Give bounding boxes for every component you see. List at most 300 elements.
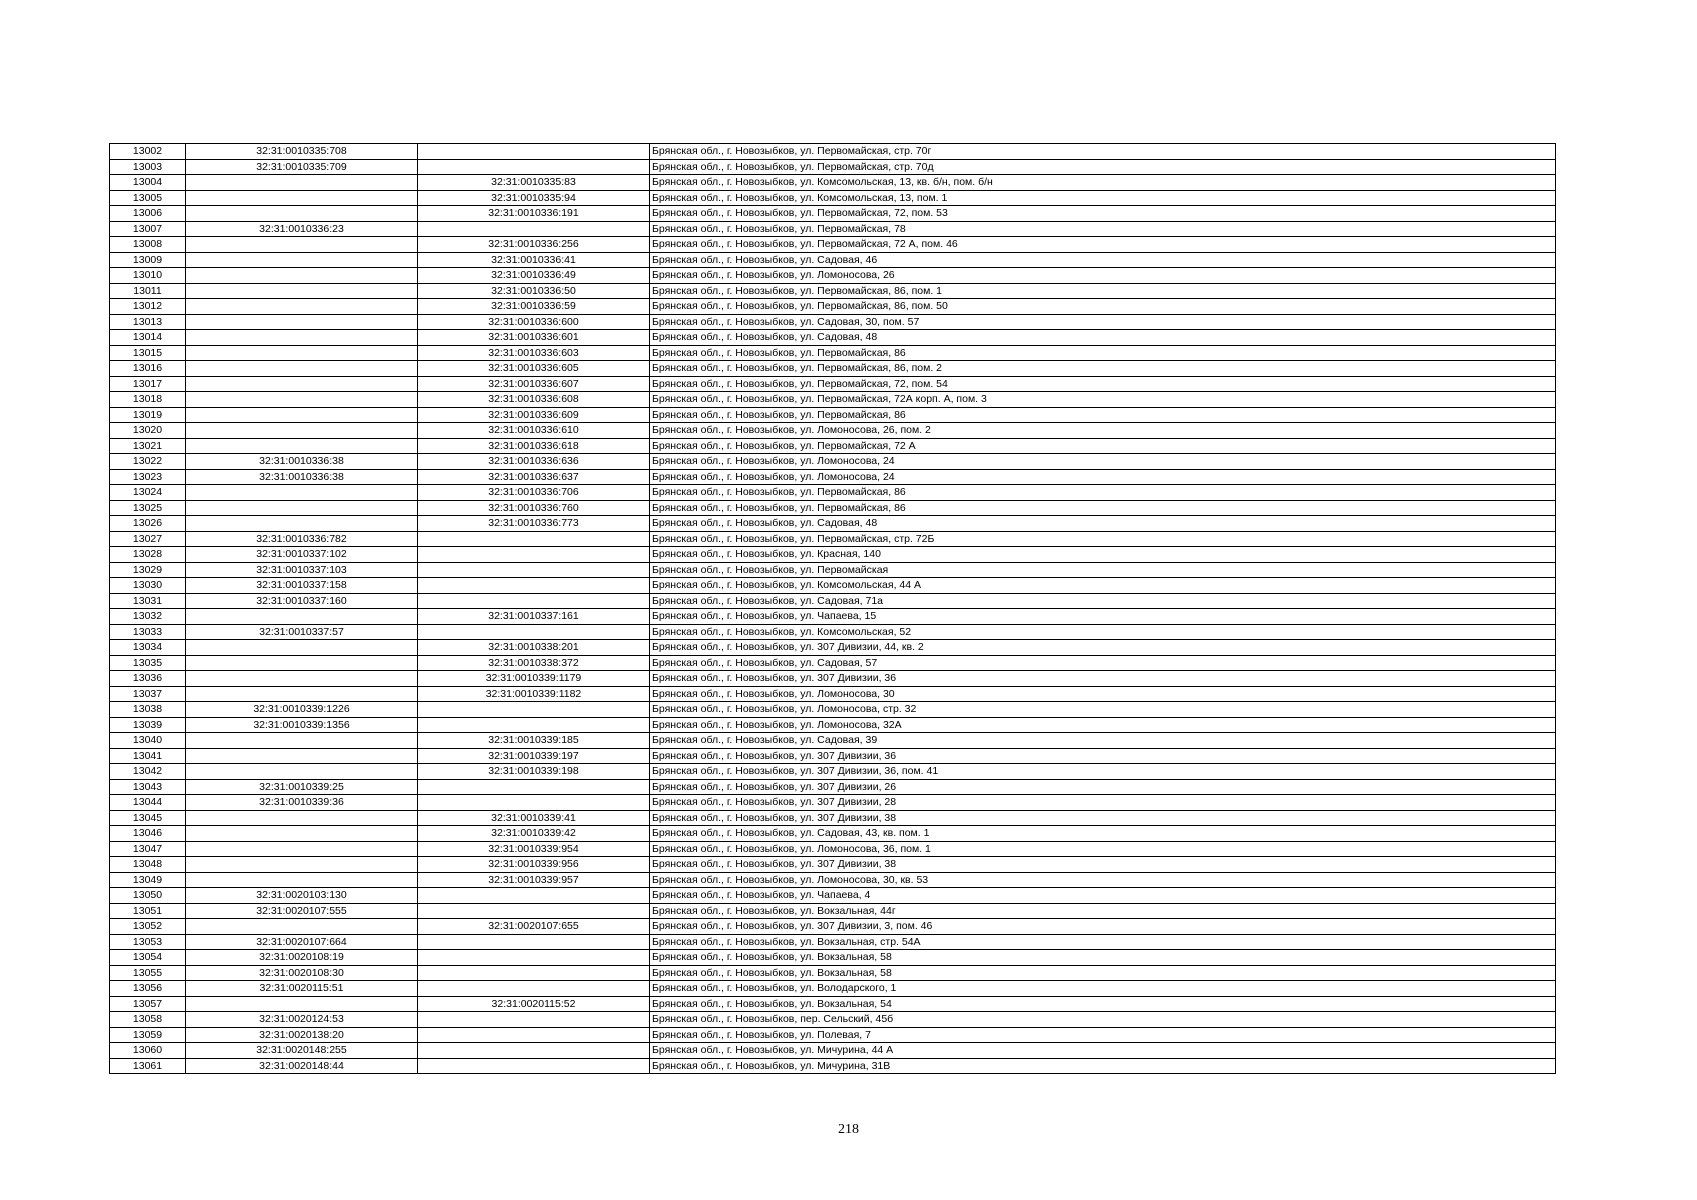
cadastral-number-cell: 32:31:0020138:20: [186, 1027, 418, 1043]
table-row: [110, 237, 1556, 253]
linked-cadastral-number-cell: [418, 593, 650, 609]
linked-cadastral-number-cell: 32:31:0010339:957: [418, 872, 650, 888]
address-cell: Брянская обл., г. Новозыбков, ул. Вокзальная, 54: [650, 996, 1556, 1012]
linked-cadastral-number-cell: [418, 934, 650, 950]
address-cell: Брянская обл., г. Новозыбков, ул. Вокзальная, 44г: [650, 903, 1556, 919]
address-cell: Брянская обл., г. Новозыбков, ул. 307 Дивизии, 44, кв. 2: [650, 640, 1556, 656]
row-number-cell: 13033: [110, 624, 186, 640]
cadastral-number-cell: [186, 919, 418, 935]
linked-cadastral-number-cell: 32:31:0010335:94: [418, 190, 650, 206]
row-number-cell: 13005: [110, 190, 186, 206]
linked-cadastral-number-cell: 32:31:0020107:655: [418, 919, 650, 935]
row-number-cell: 13008: [110, 237, 186, 253]
linked-cadastral-number-cell: 32:31:0010339:185: [418, 733, 650, 749]
row-number-cell: 13037: [110, 686, 186, 702]
linked-cadastral-number-cell: 32:31:0010338:372: [418, 655, 650, 671]
address-cell: Брянская обл., г. Новозыбков, ул. Первомайская, 86: [650, 500, 1556, 516]
address-cell: Брянская обл., г. Новозыбков, ул. Первомайская, 72 А, пом. 46: [650, 237, 1556, 253]
address-cell: Брянская обл., г. Новозыбков, ул. Первомайская, 86: [650, 485, 1556, 501]
cadastral-number-cell: 32:31:0020107:555: [186, 903, 418, 919]
table-row: [110, 655, 1556, 671]
address-cell: Брянская обл., г. Новозыбков, ул. Чапаева, 15: [650, 609, 1556, 625]
cadastral-number-cell: [186, 748, 418, 764]
cadastral-number-cell: [186, 299, 418, 315]
table-row: [110, 268, 1556, 284]
table-row: [110, 903, 1556, 919]
linked-cadastral-number-cell: [418, 562, 650, 578]
cadastral-number-cell: 32:31:0010335:708: [186, 144, 418, 160]
linked-cadastral-number-cell: 32:31:0010339:1179: [418, 671, 650, 687]
cadastral-number-cell: [186, 764, 418, 780]
cadastral-number-cell: 32:31:0010337:57: [186, 624, 418, 640]
row-number-cell: 13029: [110, 562, 186, 578]
table-row: [110, 996, 1556, 1012]
cadastral-number-cell: [186, 423, 418, 439]
row-number-cell: 13030: [110, 578, 186, 594]
row-number-cell: 13045: [110, 810, 186, 826]
row-number-cell: 13011: [110, 283, 186, 299]
row-number-cell: 13031: [110, 593, 186, 609]
table-row: [110, 965, 1556, 981]
linked-cadastral-number-cell: 32:31:0010339:197: [418, 748, 650, 764]
linked-cadastral-number-cell: 32:31:0010337:161: [418, 609, 650, 625]
table-row: [110, 717, 1556, 733]
address-cell: Брянская обл., г. Новозыбков, ул. Ломоносова, 26, пом. 2: [650, 423, 1556, 439]
address-cell: Брянская обл., г. Новозыбков, ул. Вокзальная, 58: [650, 950, 1556, 966]
table-row: [110, 547, 1556, 563]
cadastral-number-cell: [186, 810, 418, 826]
address-cell: Брянская обл., г. Новозыбков, пер. Сельский, 45б: [650, 1012, 1556, 1028]
linked-cadastral-number-cell: [418, 965, 650, 981]
row-number-cell: 13010: [110, 268, 186, 284]
table-row: [110, 919, 1556, 935]
cadastral-number-cell: [186, 190, 418, 206]
address-cell: Брянская обл., г. Новозыбков, ул. Садовая, 71а: [650, 593, 1556, 609]
address-cell: Брянская обл., г. Новозыбков, ул. Мичурина, 44 А: [650, 1043, 1556, 1059]
row-number-cell: 13003: [110, 159, 186, 175]
cadastral-number-cell: 32:31:0010337:102: [186, 547, 418, 563]
row-number-cell: 13055: [110, 965, 186, 981]
table-row: [110, 810, 1556, 826]
address-cell: Брянская обл., г. Новозыбков, ул. Садовая, 48: [650, 516, 1556, 532]
row-number-cell: 13024: [110, 485, 186, 501]
table-row: [110, 190, 1556, 206]
row-number-cell: 13028: [110, 547, 186, 563]
address-cell: Брянская обл., г. Новозыбков, ул. Комсомольская, 44 А: [650, 578, 1556, 594]
cadastral-number-cell: 32:31:0010336:38: [186, 454, 418, 470]
address-cell: Брянская обл., г. Новозыбков, ул. Ломоносова, 30, кв. 53: [650, 872, 1556, 888]
table-row: [110, 407, 1556, 423]
table-row: [110, 609, 1556, 625]
cadastral-number-cell: [186, 237, 418, 253]
linked-cadastral-number-cell: 32:31:0010339:198: [418, 764, 650, 780]
linked-cadastral-number-cell: 32:31:0010336:760: [418, 500, 650, 516]
table-row: [110, 748, 1556, 764]
cadastral-number-cell: [186, 283, 418, 299]
linked-cadastral-number-cell: [418, 888, 650, 904]
row-number-cell: 13042: [110, 764, 186, 780]
cadastral-number-cell: [186, 345, 418, 361]
row-number-cell: 13053: [110, 934, 186, 950]
address-cell: Брянская обл., г. Новозыбков, ул. Вокзальная, 58: [650, 965, 1556, 981]
cadastral-number-cell: [186, 438, 418, 454]
cadastral-number-cell: [186, 671, 418, 687]
cadastral-number-cell: [186, 826, 418, 842]
row-number-cell: 13014: [110, 330, 186, 346]
cadastral-number-cell: 32:31:0020107:664: [186, 934, 418, 950]
cadastral-number-cell: [186, 640, 418, 656]
address-cell: Брянская обл., г. Новозыбков, ул. Первомайская, стр. 72Б: [650, 531, 1556, 547]
address-cell: Брянская обл., г. Новозыбков, ул. Комсомольская, 52: [650, 624, 1556, 640]
table-row: [110, 702, 1556, 718]
table-row: [110, 578, 1556, 594]
linked-cadastral-number-cell: 32:31:0010336:773: [418, 516, 650, 532]
page-number: 218: [838, 1122, 859, 1137]
address-cell: Брянская обл., г. Новозыбков, ул. Чапаева, 4: [650, 888, 1556, 904]
cadastral-number-cell: 32:31:0010339:25: [186, 779, 418, 795]
linked-cadastral-number-cell: 32:31:0010336:601: [418, 330, 650, 346]
cadastral-number-cell: 32:31:0010339:36: [186, 795, 418, 811]
address-cell: Брянская обл., г. Новозыбков, ул. Володарского, 1: [650, 981, 1556, 997]
row-number-cell: 13052: [110, 919, 186, 935]
row-number-cell: 13039: [110, 717, 186, 733]
address-cell: Брянская обл., г. Новозыбков, ул. Ломоносова, 36, пом. 1: [650, 841, 1556, 857]
table-row: [110, 671, 1556, 687]
table-row: [110, 252, 1556, 268]
table-row: [110, 299, 1556, 315]
cadastral-number-cell: 32:31:0010336:782: [186, 531, 418, 547]
address-cell: Брянская обл., г. Новозыбков, ул. Садовая, 39: [650, 733, 1556, 749]
linked-cadastral-number-cell: 32:31:0010336:608: [418, 392, 650, 408]
row-number-cell: 13049: [110, 872, 186, 888]
table-row: [110, 516, 1556, 532]
cadastral-number-cell: [186, 609, 418, 625]
cadastral-number-cell: [186, 733, 418, 749]
table-row: [110, 764, 1556, 780]
row-number-cell: 13020: [110, 423, 186, 439]
row-number-cell: 13034: [110, 640, 186, 656]
row-number-cell: 13050: [110, 888, 186, 904]
address-cell: Брянская обл., г. Новозыбков, ул. Ломоносова, 30: [650, 686, 1556, 702]
cadastral-number-cell: [186, 516, 418, 532]
cadastral-number-cell: [186, 686, 418, 702]
cadastral-number-cell: 32:31:0020115:51: [186, 981, 418, 997]
row-number-cell: 13032: [110, 609, 186, 625]
table-row: [110, 826, 1556, 842]
linked-cadastral-number-cell: 32:31:0010336:600: [418, 314, 650, 330]
cadastral-number-cell: [186, 175, 418, 191]
row-number-cell: 13006: [110, 206, 186, 222]
table-row: [110, 686, 1556, 702]
registry-table-body: [110, 144, 1556, 1074]
address-cell: Брянская обл., г. Новозыбков, ул. Ломоносова, 26: [650, 268, 1556, 284]
cadastral-number-cell: [186, 330, 418, 346]
table-row: [110, 795, 1556, 811]
row-number-cell: 13016: [110, 361, 186, 377]
table-row: [110, 159, 1556, 175]
table-row: [110, 345, 1556, 361]
table-row: [110, 438, 1556, 454]
row-number-cell: 13015: [110, 345, 186, 361]
row-number-cell: 13009: [110, 252, 186, 268]
address-cell: Брянская обл., г. Новозыбков, ул. 307 Дивизии, 36: [650, 748, 1556, 764]
table-row: [110, 779, 1556, 795]
address-cell: Брянская обл., г. Новозыбков, ул. 307 Дивизии, 28: [650, 795, 1556, 811]
row-number-cell: 13004: [110, 175, 186, 191]
table-row: [110, 531, 1556, 547]
row-number-cell: 13002: [110, 144, 186, 160]
linked-cadastral-number-cell: 32:31:0010336:706: [418, 485, 650, 501]
address-cell: Брянская обл., г. Новозыбков, ул. 307 Дивизии, 3, пом. 46: [650, 919, 1556, 935]
address-cell: Брянская обл., г. Новозыбков, ул. Первомайская, 72А корп. А, пом. 3: [650, 392, 1556, 408]
table-row: [110, 981, 1556, 997]
cadastral-number-cell: [186, 314, 418, 330]
row-number-cell: 13056: [110, 981, 186, 997]
linked-cadastral-number-cell: 32:31:0010336:618: [418, 438, 650, 454]
address-cell: Брянская обл., г. Новозыбков, ул. Ломоносова, 24: [650, 454, 1556, 470]
linked-cadastral-number-cell: 32:31:0010336:256: [418, 237, 650, 253]
linked-cadastral-number-cell: 32:31:0010336:636: [418, 454, 650, 470]
cadastral-number-cell: 32:31:0010336:23: [186, 221, 418, 237]
row-number-cell: 13038: [110, 702, 186, 718]
linked-cadastral-number-cell: [418, 1058, 650, 1074]
linked-cadastral-number-cell: 32:31:0010336:603: [418, 345, 650, 361]
address-cell: Брянская обл., г. Новозыбков, ул. Ломоносова, 24: [650, 469, 1556, 485]
linked-cadastral-number-cell: [418, 981, 650, 997]
table-row: [110, 1043, 1556, 1059]
address-cell: Брянская обл., г. Новозыбков, ул. Ломоносова, 32А: [650, 717, 1556, 733]
cadastral-number-cell: 32:31:0020103:130: [186, 888, 418, 904]
row-number-cell: 13021: [110, 438, 186, 454]
table-row: [110, 640, 1556, 656]
table-row: [110, 330, 1556, 346]
row-number-cell: 13019: [110, 407, 186, 423]
cadastral-number-cell: [186, 376, 418, 392]
row-number-cell: 13017: [110, 376, 186, 392]
row-number-cell: 13058: [110, 1012, 186, 1028]
address-cell: Брянская обл., г. Новозыбков, ул. Первомайская, стр. 70г: [650, 144, 1556, 160]
row-number-cell: 13057: [110, 996, 186, 1012]
linked-cadastral-number-cell: [418, 1012, 650, 1028]
row-number-cell: 13047: [110, 841, 186, 857]
linked-cadastral-number-cell: 32:31:0010336:59: [418, 299, 650, 315]
table-row: [110, 1012, 1556, 1028]
linked-cadastral-number-cell: 32:31:0010339:42: [418, 826, 650, 842]
cadastral-number-cell: 32:31:0020124:53: [186, 1012, 418, 1028]
row-number-cell: 13043: [110, 779, 186, 795]
table-row: [110, 1058, 1556, 1074]
linked-cadastral-number-cell: 32:31:0010336:191: [418, 206, 650, 222]
table-row: [110, 144, 1556, 160]
cadastral-number-cell: 32:31:0020108:19: [186, 950, 418, 966]
row-number-cell: 13041: [110, 748, 186, 764]
row-number-cell: 13048: [110, 857, 186, 873]
linked-cadastral-number-cell: 32:31:0010336:637: [418, 469, 650, 485]
linked-cadastral-number-cell: [418, 547, 650, 563]
row-number-cell: 13046: [110, 826, 186, 842]
linked-cadastral-number-cell: [418, 702, 650, 718]
linked-cadastral-number-cell: [418, 531, 650, 547]
table-row: [110, 423, 1556, 439]
linked-cadastral-number-cell: 32:31:0010338:201: [418, 640, 650, 656]
cadastral-number-cell: 32:31:0010336:38: [186, 469, 418, 485]
row-number-cell: 13022: [110, 454, 186, 470]
row-number-cell: 13044: [110, 795, 186, 811]
address-cell: Брянская обл., г. Новозыбков, ул. Первомайская, 86: [650, 407, 1556, 423]
row-number-cell: 13023: [110, 469, 186, 485]
table-row: [110, 469, 1556, 485]
row-number-cell: 13035: [110, 655, 186, 671]
row-number-cell: 13007: [110, 221, 186, 237]
address-cell: Брянская обл., г. Новозыбков, ул. Вокзальная, стр. 54А: [650, 934, 1556, 950]
linked-cadastral-number-cell: 32:31:0010336:605: [418, 361, 650, 377]
linked-cadastral-number-cell: 32:31:0010339:956: [418, 857, 650, 873]
linked-cadastral-number-cell: 32:31:0010339:41: [418, 810, 650, 826]
address-cell: Брянская обл., г. Новозыбков, ул. Первомайская, 72 А: [650, 438, 1556, 454]
table-row: [110, 283, 1556, 299]
linked-cadastral-number-cell: 32:31:0010336:609: [418, 407, 650, 423]
row-number-cell: 13025: [110, 500, 186, 516]
cadastral-number-cell: [186, 500, 418, 516]
row-number-cell: 13040: [110, 733, 186, 749]
address-cell: Брянская обл., г. Новозыбков, ул. Первомайская, 86, пом. 1: [650, 283, 1556, 299]
table-row: [110, 857, 1556, 873]
cadastral-number-cell: [186, 407, 418, 423]
linked-cadastral-number-cell: [418, 950, 650, 966]
linked-cadastral-number-cell: 32:31:0010339:954: [418, 841, 650, 857]
linked-cadastral-number-cell: 32:31:0020115:52: [418, 996, 650, 1012]
address-cell: Брянская обл., г. Новозыбков, ул. Первомайская: [650, 562, 1556, 578]
linked-cadastral-number-cell: 32:31:0010339:1182: [418, 686, 650, 702]
address-cell: Брянская обл., г. Новозыбков, ул. Садовая, 48: [650, 330, 1556, 346]
table-row: [110, 950, 1556, 966]
linked-cadastral-number-cell: [418, 1043, 650, 1059]
cadastral-number-cell: [186, 485, 418, 501]
row-number-cell: 13060: [110, 1043, 186, 1059]
address-cell: Брянская обл., г. Новозыбков, ул. 307 Дивизии, 36: [650, 671, 1556, 687]
row-number-cell: 13026: [110, 516, 186, 532]
address-cell: Брянская обл., г. Новозыбков, ул. Первомайская, 72, пом. 53: [650, 206, 1556, 222]
table-row: [110, 500, 1556, 516]
cadastral-number-cell: [186, 841, 418, 857]
cadastral-number-cell: [186, 392, 418, 408]
address-cell: Брянская обл., г. Новозыбков, ул. Первомайская, 72, пом. 54: [650, 376, 1556, 392]
registry-table: [109, 143, 1556, 1074]
linked-cadastral-number-cell: [418, 144, 650, 160]
cadastral-number-cell: 32:31:0010335:709: [186, 159, 418, 175]
table-row: [110, 376, 1556, 392]
row-number-cell: 13059: [110, 1027, 186, 1043]
table-row: [110, 624, 1556, 640]
table-row: [110, 454, 1556, 470]
cadastral-number-cell: 32:31:0010337:158: [186, 578, 418, 594]
cadastral-number-cell: 32:31:0020108:30: [186, 965, 418, 981]
address-cell: Брянская обл., г. Новозыбков, ул. Садовая, 30, пом. 57: [650, 314, 1556, 330]
cadastral-number-cell: 32:31:0020148:44: [186, 1058, 418, 1074]
table-row: [110, 361, 1556, 377]
address-cell: Брянская обл., г. Новозыбков, ул. Первомайская, стр. 70д: [650, 159, 1556, 175]
linked-cadastral-number-cell: 32:31:0010336:41: [418, 252, 650, 268]
table-row: [110, 221, 1556, 237]
table-row: [110, 888, 1556, 904]
row-number-cell: 13051: [110, 903, 186, 919]
cadastral-number-cell: 32:31:0020148:255: [186, 1043, 418, 1059]
cadastral-number-cell: 32:31:0010337:160: [186, 593, 418, 609]
address-cell: Брянская обл., г. Новозыбков, ул. Комсомольская, 13, кв. б/н, пом. б/н: [650, 175, 1556, 191]
linked-cadastral-number-cell: 32:31:0010336:610: [418, 423, 650, 439]
row-number-cell: 13054: [110, 950, 186, 966]
cadastral-number-cell: 32:31:0010339:1356: [186, 717, 418, 733]
address-cell: Брянская обл., г. Новозыбков, ул. Комсомольская, 13, пом. 1: [650, 190, 1556, 206]
cadastral-number-cell: [186, 206, 418, 222]
linked-cadastral-number-cell: 32:31:0010335:83: [418, 175, 650, 191]
linked-cadastral-number-cell: [418, 795, 650, 811]
table-row: [110, 1027, 1556, 1043]
table-row: [110, 593, 1556, 609]
cadastral-number-cell: 32:31:0010337:103: [186, 562, 418, 578]
cadastral-number-cell: [186, 252, 418, 268]
address-cell: Брянская обл., г. Новозыбков, ул. Первомайская, 86: [650, 345, 1556, 361]
cadastral-number-cell: [186, 857, 418, 873]
address-cell: Брянская обл., г. Новозыбков, ул. Мичурина, 31В: [650, 1058, 1556, 1074]
table-row: [110, 206, 1556, 222]
table-row: [110, 485, 1556, 501]
address-cell: Брянская обл., г. Новозыбков, ул. 307 Дивизии, 36, пом. 41: [650, 764, 1556, 780]
row-number-cell: 13012: [110, 299, 186, 315]
row-number-cell: 13013: [110, 314, 186, 330]
address-cell: Брянская обл., г. Новозыбков, ул. 307 Дивизии, 38: [650, 810, 1556, 826]
linked-cadastral-number-cell: [418, 578, 650, 594]
linked-cadastral-number-cell: [418, 717, 650, 733]
table-row: [110, 841, 1556, 857]
table-row: [110, 872, 1556, 888]
address-cell: Брянская обл., г. Новозыбков, ул. Первомайская, 86, пом. 2: [650, 361, 1556, 377]
cadastral-number-cell: [186, 996, 418, 1012]
linked-cadastral-number-cell: [418, 903, 650, 919]
cadastral-number-cell: [186, 655, 418, 671]
address-cell: Брянская обл., г. Новозыбков, ул. 307 Дивизии, 26: [650, 779, 1556, 795]
table-row: [110, 733, 1556, 749]
address-cell: Брянская обл., г. Новозыбков, ул. Первомайская, 86, пом. 50: [650, 299, 1556, 315]
row-number-cell: 13018: [110, 392, 186, 408]
linked-cadastral-number-cell: [418, 779, 650, 795]
cadastral-number-cell: [186, 872, 418, 888]
row-number-cell: 13027: [110, 531, 186, 547]
cadastral-number-cell: [186, 361, 418, 377]
address-cell: Брянская обл., г. Новозыбков, ул. Ломоносова, стр. 32: [650, 702, 1556, 718]
table-row: [110, 392, 1556, 408]
linked-cadastral-number-cell: 32:31:0010336:607: [418, 376, 650, 392]
linked-cadastral-number-cell: [418, 221, 650, 237]
address-cell: Брянская обл., г. Новозыбков, ул. Полевая, 7: [650, 1027, 1556, 1043]
linked-cadastral-number-cell: 32:31:0010336:50: [418, 283, 650, 299]
row-number-cell: 13061: [110, 1058, 186, 1074]
cadastral-number-cell: [186, 268, 418, 284]
linked-cadastral-number-cell: [418, 1027, 650, 1043]
row-number-cell: 13036: [110, 671, 186, 687]
cadastral-number-cell: 32:31:0010339:1226: [186, 702, 418, 718]
address-cell: Брянская обл., г. Новозыбков, ул. Садовая, 43, кв. пом. 1: [650, 826, 1556, 842]
address-cell: Брянская обл., г. Новозыбков, ул. 307 Дивизии, 38: [650, 857, 1556, 873]
table-row: [110, 934, 1556, 950]
linked-cadastral-number-cell: [418, 159, 650, 175]
linked-cadastral-number-cell: 32:31:0010336:49: [418, 268, 650, 284]
linked-cadastral-number-cell: [418, 624, 650, 640]
address-cell: Брянская обл., г. Новозыбков, ул. Садовая, 46: [650, 252, 1556, 268]
address-cell: Брянская обл., г. Новозыбков, ул. Первомайская, 78: [650, 221, 1556, 237]
address-cell: Брянская обл., г. Новозыбков, ул. Садовая, 57: [650, 655, 1556, 671]
table-row: [110, 314, 1556, 330]
